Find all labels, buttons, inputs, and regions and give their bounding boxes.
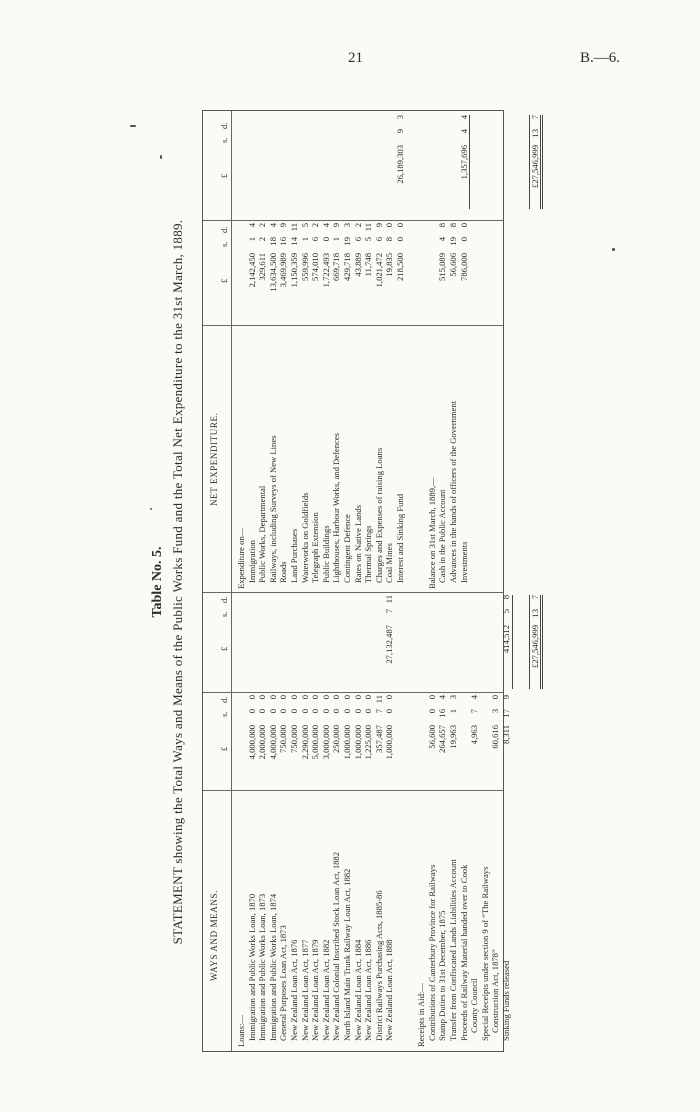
loan-amount-pounds: 1,000,000 [384,725,395,760]
expenditure-amount-shillings: 6 [373,237,384,242]
receipt-label: Contributions of Canterbury Province for Railways [426,864,437,1041]
ways-means-header: WAYS AND MEANS. [209,890,219,981]
expenditure-amount-pence: 4 [267,223,278,228]
expenditure-amount [268,223,279,317]
loan-amount-pence: 0 [342,695,352,700]
expenditure-amount [363,223,374,317]
loan-amount [278,695,289,789]
expenditure-amount [384,223,395,317]
balance-total [459,115,471,209]
loan-amount-pounds: 357,487 [373,725,384,753]
print-speck [130,125,136,127]
receipt-amount-pence: 0 [490,695,501,700]
net-expenditure-grand-total-pence: 7 [529,115,540,120]
receipt-amount-pounds: 8,311 [501,725,511,745]
currency-header-pence: d. [219,122,229,129]
expenditure-label: Interest and Sinking Fund [395,493,405,583]
loan-amount [247,695,258,789]
currency-header-shillings: s. [219,711,229,717]
expenditure-amount-pounds: 218,500 [395,253,405,281]
receipts-total-pence: 8 [501,595,511,600]
loan-amount-pounds: 1,000,000 [352,725,363,760]
balance-amount-pounds: 56,606 [448,253,458,277]
loan-label: New Zealand Loan Act, 1886 [363,939,374,1041]
loan-amount-shillings: 0 [352,709,363,714]
net-expenditure-grand-total [529,115,544,209]
ways-means-expenditure-table [202,110,540,1052]
receipt-amount-shillings: 0 [426,709,437,714]
loan-amount-shillings: 0 [331,709,342,714]
loans-total [384,595,395,689]
ways-means-grand-total-pounds: £27,546,999 [529,625,540,668]
expenditure-amount [289,223,300,317]
loan-amount-shillings: 0 [384,709,395,714]
balance-amount [448,223,459,317]
receipt-label: Stamp Duties to 31st December, 1875 [437,910,448,1041]
receipt-amount-pounds: 60,616 [490,725,501,749]
expenditure-amount-pounds: 1,150,359 [289,253,299,288]
expenditure-amount-pence: 9 [278,223,289,228]
balance-amount [459,223,470,317]
loan-label: Immigration and Public Works Loan, 1874 [267,893,278,1041]
balance-amount-shillings: 4 [437,237,448,242]
receipt-amount-pence: 4 [469,695,480,700]
balance-total-pounds: 1,357,696 [458,145,469,180]
receipt-amount [448,695,459,789]
expenditure-label: Public Works, Departmental [257,485,268,583]
loan-amount-pounds: 4,000,000 [246,725,257,760]
receipt-label: Sinking Funds released [501,960,511,1041]
expenditure-amount-shillings: 0 [320,237,331,242]
expenditure-amount [374,223,385,317]
receipt-amount-shillings: 1 [448,709,458,714]
expenditure-amount-pounds: 559,996 [299,253,310,281]
loan-amount [363,695,374,789]
loan-amount-shillings: 0 [320,709,331,714]
balance-amount-shillings: 19 [448,237,458,246]
expenditure-amount-shillings: 1 [246,237,257,242]
statement-title: STATEMENT showing the Total Ways and Means of the Public Works Fund and the Total Net Expenditure to the 31st March, 1889. [170,219,185,945]
loan-amount-pounds: 5,000,000 [310,725,321,760]
loan-amount-pence: 0 [331,695,342,700]
loan-amount-pence: 0 [278,695,289,700]
currency-header-shillings: s. [219,137,229,143]
expenditure-amount-pence: 4 [320,223,331,228]
loan-amount-shillings: 0 [289,709,299,714]
loans-total-pounds: 27,132,487 [384,625,395,664]
expenditure-total-pounds: 26,189,303 [395,145,405,184]
receipt-amount-pounds: 19,963 [448,725,458,749]
expenditure-amount-pounds: 19,835 [384,253,395,277]
loan-amount [310,695,321,789]
loan-amount [353,695,364,789]
expenditure-total [395,115,406,209]
loan-amount-pence: 0 [289,695,299,700]
loan-amount-pence: 0 [257,695,268,700]
expenditure-amount-shillings: 2 [257,237,268,242]
loan-amount-pence: 0 [299,695,310,700]
expenditure-amount-shillings: 19 [342,237,352,246]
expenditure-amount [342,223,353,317]
expenditure-amount-pounds: 1,021,472 [373,253,384,288]
currency-header-pence: d. [219,596,229,603]
expenditure-amount-pence: 2 [310,223,321,228]
receipt-amount [501,695,512,789]
loan-amount-shillings: 0 [363,709,374,714]
expenditure-label: Coal Mines [384,543,395,583]
currency-header-pounds: £ [219,746,229,751]
balance-amount-shillings: 0 [458,237,469,242]
net-expenditure-header: NET EXPENDITURE. [209,412,219,506]
expenditure-amount-pounds: 2,142,450 [246,253,257,288]
loan-amount-pence: 0 [320,695,331,700]
receipts-total [501,595,513,689]
expenditure-amount-shillings: 6 [352,237,363,242]
loan-amount-shillings: 0 [342,709,352,714]
loan-amount-shillings: 0 [310,709,321,714]
receipt-amount-pounds: 4,963 [469,725,480,745]
table-number: Table No. 5. [150,546,165,618]
loan-amount-pounds: 750,000 [289,725,299,753]
expenditure-label: Charges and Expenses of raising Loans [373,447,384,583]
expenditure-amount-pounds: 574,010 [310,253,321,281]
receipt-amount [469,695,480,789]
expenditure-label: Public Buildings [320,525,331,583]
expenditure-amount-pence: 9 [331,223,342,228]
print-speck [612,248,615,251]
receipt-amount-shillings: 3 [490,709,501,714]
loan-amount-shillings: 7 [373,709,384,714]
loan-label: New Zealand Loan Act, 1882 [320,939,331,1041]
expenditure-amount-pence: 2 [352,223,363,228]
expenditure-total-shillings: 9 [395,129,405,134]
expenditure-label: Telegraph Extension [310,512,321,583]
expenditure-total-pence: 3 [395,115,405,120]
expenditure-label: Roads [278,561,289,583]
receipt-amount-pence: 4 [437,695,448,700]
page-number: 21 [348,50,363,66]
expenditure-amount [300,223,311,317]
loan-label: North Island Main Trunk Railway Loan Act, 1882 [342,868,352,1041]
loan-amount [384,695,395,789]
loan-amount-pounds: 250,000 [331,725,342,753]
loan-amount [289,695,300,789]
receipts-total-shillings: 5 [501,609,511,614]
balance-amount-pence: 0 [458,223,469,228]
loan-amount-pounds: 2,000,000 [257,725,268,760]
loan-amount [342,695,353,789]
currency-header-shillings: s. [219,241,229,247]
expenditure-amount-pence: 5 [299,223,310,228]
expenditure-amount-pence: 11 [363,223,374,232]
expenditure-amount [310,223,321,317]
expenditure-amount [278,223,289,317]
loan-amount [374,695,385,789]
loan-amount-pounds: 3,000,000 [320,725,331,760]
receipt-amount-pounds: 56,600 [426,725,437,749]
loan-label: General Purposes Loan Act, 1873 [278,925,289,1041]
expenditure-heading: Expenditure on— [236,527,246,589]
loan-amount-shillings: 0 [278,709,289,714]
loan-label: Immigration and Public Works Loan, 1870 [246,893,257,1041]
receipt-amount-shillings: 7 [469,709,480,714]
receipt-amount-pence: 3 [448,695,458,700]
expenditure-amount-shillings: 8 [384,237,395,242]
loan-label: District Railways Purchasing Acts, 1885-86 [373,890,384,1041]
expenditure-amount-pence: 4 [246,223,257,228]
receipt-amount-pence: 0 [426,695,437,700]
loan-amount-pence: 0 [384,695,395,700]
receipt-label: Special Receipts under section 9 of “The Railways [479,866,490,1041]
expenditure-amount-pence: 0 [384,223,395,228]
expenditure-amount [247,223,258,317]
balance-amount-pence: 8 [448,223,458,228]
loan-amount-pounds: 1,000,000 [342,725,352,760]
balance-amount-pounds: 786,000 [458,253,469,281]
loans-total-pence: 11 [384,595,395,604]
expenditure-label: Thermal Springs [363,525,374,583]
expenditure-label: Immigration [246,540,257,583]
balance-amount-pounds: 515,089 [437,253,448,281]
loans-heading: Loans:— [236,1015,246,1047]
expenditure-amount-pence: 3 [342,223,352,228]
expenditure-amount-shillings: 0 [395,237,405,242]
expenditure-amount-pounds: 43,889 [352,253,363,277]
loan-amount-pence: 0 [267,695,278,700]
balance-label: Advances in the hands of officers of the Government [448,400,458,583]
expenditure-label: Land Purchases [289,528,299,583]
receipts-heading: Receipts in Aid:— [416,983,427,1047]
expenditure-label: Waterworks on Goldfields [299,492,310,583]
loan-label: Immigration and Public Works Loan, 1873 [257,893,268,1041]
expenditure-amount-shillings: 5 [363,237,374,242]
currency-header-pounds: £ [219,278,229,283]
net-expenditure-grand-total-pounds: £27,546,999 [529,145,540,188]
loan-amount-pence: 0 [352,695,363,700]
loan-amount [331,695,342,789]
ways-means-grand-total-shillings: 13 [529,609,540,618]
balance-heading: Balance on 31st March, 1889,— [426,477,437,589]
loan-label: New Zealand Loan Act, 1884 [352,939,363,1041]
loan-amount-pounds: 4,000,000 [267,725,278,760]
receipt-amount [427,695,438,789]
currency-header-pence: d. [219,226,229,233]
document-reference: B.—6. [580,50,621,66]
expenditure-label: Contingent Defence [342,514,352,583]
receipt-amount-shillings: 17 [501,709,511,718]
expenditure-amount-pounds: 13,634,500 [267,253,278,292]
receipt-amount-pounds: 264,657 [437,725,448,753]
rotated-table-page [150,92,540,1072]
expenditure-amount-pounds: 329,611 [257,253,268,281]
receipt-label: Proceeds of Railway Material handed over to Cook [458,864,469,1041]
expenditure-amount-pounds: 3,469,989 [278,253,289,288]
loan-amount-shillings: 0 [299,709,310,714]
receipt-label: County Council [469,978,480,1033]
expenditure-label: Lighthouses, Harbour Works, and Defences [331,433,342,583]
loan-amount-pounds: 1,225,000 [363,725,374,760]
expenditure-amount-pence: 11 [289,223,299,232]
currency-header-pence: d. [219,696,229,703]
receipts-total-pounds: 414,512 [501,625,511,653]
balance-amount-pence: 8 [437,223,448,228]
loan-label: New Zealand Loan Act, 1877 [299,939,310,1041]
expenditure-amount-pounds: 1,722,493 [320,253,331,288]
expenditure-amount-pounds: 429,718 [342,253,352,281]
currency-header-pounds: £ [219,173,229,178]
balance-amount [437,223,448,317]
balance-label: Cash in the Public Account [437,489,448,583]
expenditure-amount-pence: 0 [395,223,405,228]
ways-means-grand-total [529,595,544,689]
loan-label: New Zealand Loan Act, 1876 [289,939,299,1041]
balance-total-shillings: 4 [458,129,469,134]
currency-header-shillings: s. [219,611,229,617]
receipt-amount [437,695,448,789]
loan-amount-shillings: 0 [257,709,268,714]
balance-label: Investments [458,541,469,583]
expenditure-amount-pence: 9 [373,223,384,228]
loan-amount-shillings: 0 [246,709,257,714]
expenditure-amount-shillings: 16 [278,237,289,246]
expenditure-amount-pounds: 669,718 [331,253,342,281]
expenditure-amount-shillings: 18 [267,237,278,246]
receipt-amount-pence: 9 [501,695,511,700]
loan-amount-pence: 11 [373,695,384,704]
currency-header-pounds: £ [219,646,229,651]
expenditure-amount [257,223,268,317]
expenditure-amount [395,223,406,317]
loan-amount [268,695,279,789]
loan-label: New Zealand Loan Act, 1879 [310,939,321,1041]
loan-amount [321,695,332,789]
expenditure-label: Railways, including Surveys of New Lines [267,435,278,583]
loan-amount-pence: 0 [310,695,321,700]
expenditure-amount-shillings: 6 [310,237,321,242]
loans-total-shillings: 7 [384,609,395,614]
loan-amount-pence: 0 [246,695,257,700]
loan-amount-pence: 0 [363,695,374,700]
balance-total-pence: 4 [458,115,469,120]
receipt-amount-shillings: 16 [437,709,448,718]
expenditure-amount-shillings: 1 [331,237,342,242]
loan-amount-pounds: 2,290,000 [299,725,310,760]
loan-amount-shillings: 0 [267,709,278,714]
receipt-label: Transfer from Confiscated Lands Liabilities Account [448,859,458,1041]
expenditure-label: Rates on Native Lands [352,504,363,583]
net-expenditure-grand-total-shillings: 13 [529,129,540,138]
loan-label: New Zealand Colonial Inscribed Stock Loan Act, 1882 [331,851,342,1041]
receipt-label: Construction Act, 1878” [490,949,501,1033]
loan-amount [257,695,268,789]
expenditure-amount [321,223,332,317]
expenditure-amount-pence: 2 [257,223,268,228]
loan-amount-pounds: 750,000 [278,725,289,753]
loan-label: New Zealand Loan Act, 1888 [384,939,395,1041]
receipt-amount [490,695,501,789]
expenditure-amount [353,223,364,317]
ways-means-grand-total-pence: 7 [529,595,540,600]
expenditure-amount [331,223,342,317]
expenditure-amount-shillings: 1 [299,237,310,242]
expenditure-amount-shillings: 14 [289,237,299,246]
expenditure-amount-pounds: 11,748 [363,253,374,277]
loan-amount [300,695,311,789]
